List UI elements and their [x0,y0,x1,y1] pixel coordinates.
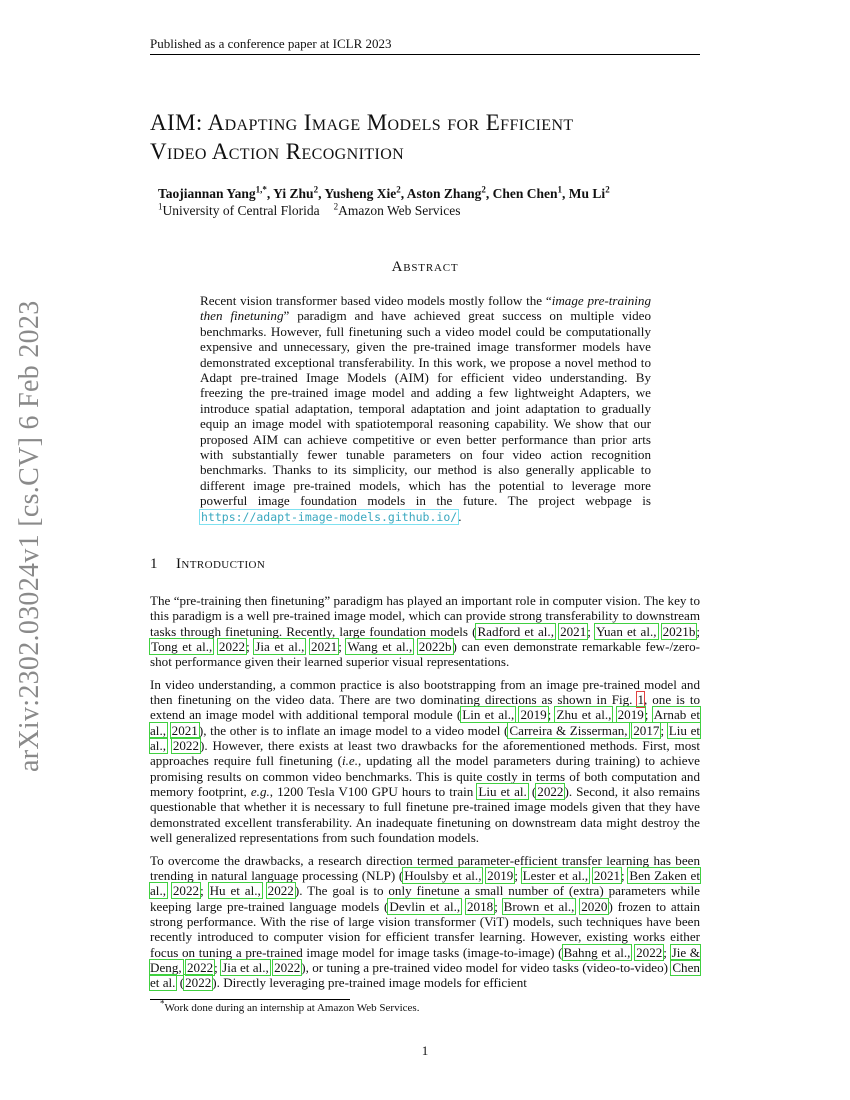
author-name: Mu Li [568,186,606,201]
citation-link[interactable]: Devlin et al., [389,898,461,914]
intro-body [150,593,700,998]
citation-link[interactable]: 2021 [171,722,198,738]
affiliation-name: Amazon Web Services [338,203,461,218]
abstract-text: ” paradigm and have achieved great success on multiple video benchmarks. However, full finetuning such a video model could be computationally expensive and unnecessary, given the pre-trained image transformer models have demonstrated exceptional transferability. In this work, we propose a novel method to Adapt pre-trained Image Models (AIM) for efficient video understanding. By freezing the pre-trained image model and adding a few lightweight Adapters, we introduce spatial adaptation, temporal adaptation and joint adaptation to gradually equip an image model with spatiotemporal reasoning capability. We show that our proposed AIM can achieve competitive or even better performance than prior arts with substantially fewer tunable parameters on four video action recognition benchmarks. Thanks to its simplicity, our method is also generally applicable to different image pre-trained models, which has the potential to leverage more powerful image foundation models in the future. The project webpage is [200,308,651,509]
author-name: Aston Zhang [406,186,482,201]
paragraph: To overcome the drawbacks, a research direction termed parameter-efficient transfer learning has been trending in natural language processing (NLP) (Houlsby et al., 2019; Lester et al., 2021; Ben Zaken et al., 2022; Hu et al., 2022). The goal is to only finetune a small number of (extra) parameters while keeping large pre-trained language models (Devlin et al., 2018; Brown et al., 2020) frozen to attain strong performance. With the rise of large vision transformer (ViT) models, such techniques have been recently introduced to computer vision for efficient transfer learning. However, existing works either focus on tuning a pre-trained image model for image tasks (image-to-image) (Bahng et al., 2022; Jie & Deng, 2022; Jia et al., 2022), or tuning a pre-trained video model for video tasks (video-to-video) Chen et al. (2022). Directly leveraging pre-trained image models for efficient [150,852,700,991]
citation-link[interactable]: Liu et al. [478,784,527,800]
para-text: ) frozen to attain strong performance. With the rise of large vision transformer (ViT) models, such techniques have been recently introduced to computer vision for efficient transfer learning. However, existing works either focus on tuning a pre-trained image model for image tasks (image-to-image) ( [150,898,700,960]
author-name: Yusheng Xie [324,186,397,201]
citation-link[interactable]: 2018 [467,898,494,914]
abstract-emphasis: image pre-training then finetuning [200,293,651,324]
citation-link[interactable]: 2021 [311,639,338,655]
citation-link[interactable]: Brown et al., [503,898,575,914]
author-list: Taojiannan Yang$^{1,*}$, Yi Zhu$^2$, Yusheng Xie$^2$, Aston Zhang$^2$, Chen Chen$^1$, Mu Li$^2$ [158,184,610,201]
section-number: 1 [150,556,158,572]
para-text: ). Second, it also remains questionable that whether it is necessary to full finetune pre-trained image models given that they have demonstrated excellent transferability. An inadequate finetuning on downstream data might destroy the well generalized representations from such foundation models. [150,784,700,846]
author-affil-mark: 2 [481,184,486,195]
citation-link[interactable]: Liu et al., [150,722,701,754]
author-name: Yi Zhu [273,186,314,201]
para-text: ), or tuning a pre-trained video model for video tasks (video-to-video) [301,959,672,975]
para-text: , one is to extend an image model with additional temporal module ( [150,692,700,723]
section-heading [150,556,265,573]
citation-link[interactable]: 2017 [633,722,660,738]
citation-link[interactable]: 2022 [185,975,212,991]
citation-link[interactable]: 2019 [617,707,644,723]
citation-link[interactable]: Jia et al., [255,639,305,655]
citation-link[interactable]: Wang et al., [347,639,413,655]
project-url-link[interactable]: https://adapt-image-models.github.io/ [201,509,458,524]
citation-link[interactable]: Houlsby et al., [404,867,482,883]
affil-mark: 1 [158,201,163,212]
figure-ref-link[interactable]: 1 [637,692,644,708]
citation-link[interactable]: 2022 [274,959,301,975]
footnote [160,998,420,1014]
footnote-divider [150,999,350,1000]
abstract-text: . [458,508,462,524]
para-text: ), the other is to inflate an image model to a video model ( [198,722,509,738]
author-affil-mark: 2 [605,184,610,195]
affil-mark: 2 [333,201,339,212]
author-name: Taojiannan Yang [158,186,256,201]
citation-link[interactable]: 2021 [593,867,621,883]
paragraph: The “pre-training then finetuning” paradigm has played an important role in computer vision. The key to this paradigm is a well pre-trained image model, which can provide strong transferability to downstream tasks through finetuning. Recently, large foundation models (Radford et al., 2021; Yuan et al., 2021b; Tong et al., 2022; Jia et al., 2021; Wang et al., 2022b) can even demonstrate remarkable few-/zero-shot performance given their learned superior visual representations. [150,593,701,670]
author-affil-mark: 2 [313,184,319,195]
citation-link[interactable]: 2021b [662,623,696,639]
para-text: , 1200 Tesla V100 GPU hours to train [269,784,478,800]
title-line-2: Video Action Recognition [150,139,405,164]
para-text: To overcome the drawbacks, a research direction termed parameter-efficient transfer learning has been trending in natural language processing (NLP) ( [150,852,700,883]
citation-link[interactable]: 2019 [520,707,547,723]
author-affil-mark: 2 [396,184,401,195]
citation-link[interactable]: Arnab et al., [150,707,700,738]
author-name: Chen Chen [492,186,558,201]
title-line-1: AIM: Adapting Image Models for Efficient [150,110,574,135]
section-title: Introduction [176,556,266,572]
para-text: In video understanding, a common practice is also bootstrapping from an image pre-trained model and then finetuning on the video data. There are two dominating directions as shown in Fig. [150,676,700,708]
abstract-heading: Abstract [391,259,459,275]
para-text: The “pre-training then finetuning” paradigm has played an important role in computer vision. The key to this paradigm is a well pre-trained image model, which can provide strong transferability to downstream tasks through finetuning. Recently, large foundation models ( [150,593,700,639]
author-affil-mark: 1 [557,184,563,195]
citation-link[interactable]: 2019 [487,867,514,883]
citation-link[interactable]: Carreira & Zisserman, [509,722,628,738]
para-text: , updating all the model parameters during training) to achieve promising results on common video benchmarks. This is quite costly in terms of both computation and memory footprint, [150,753,700,800]
citation-link[interactable]: 2022 [218,639,246,655]
citation-link[interactable]: 2022 [172,883,200,899]
citation-link[interactable]: 2022 [172,738,200,754]
citation-link[interactable]: 2022 [186,959,214,975]
citation-link[interactable]: Yuan et al., [595,623,657,639]
citation-link[interactable]: Hu et al., [209,883,261,899]
citation-link[interactable]: 2020 [581,898,608,914]
footnote-mark: * [160,998,165,1009]
citation-link[interactable]: 2022 [636,944,663,960]
citation-link[interactable]: Lin et al., [462,707,515,723]
author-affil-mark[interactable]: 1,* [255,184,267,195]
citation-link[interactable]: Tong et al., [151,639,213,655]
para-text: ) can even demonstrate remarkable few-/zero-shot performance given their learned superior visual representations. [150,639,701,670]
citation-link[interactable]: 2022 [267,883,294,899]
citation-link[interactable]: Lester et al., [522,867,589,883]
citation-link[interactable]: 2022b [418,639,452,655]
page-number: 1 [421,1043,429,1058]
citation-link[interactable]: Zhu et al., [556,707,612,723]
paragraph: In video understanding, a common practice is also bootstrapping from an image pre-trained model and then finetuning on the video data. There are two dominating directions as shown in Fig. 1, one is to extend an image model with additional temporal module (Lin et al., 2019; Zhu et al., 2019; Arnab et al., 2021), the other is to inflate an image model to a video model (Carreira & Zisserman, 2017; Liu et al., 2022). However, there exists at least two drawbacks for the aforementioned methods. First, most approaches require full finetuning (i.e., updating all the model parameters during training) to achieve promising results on common video benchmarks. This is quite costly in terms of both computation and memory footprint, e.g., 1200 Tesla V100 GPU hours to train Liu et al. (2022). Second, it also remains questionable that whether it is necessary to full finetune pre-trained image models given that they have demonstrated excellent transferability. An inadequate finetuning on downstream data might destroy the well generalized representations from such foundation models. [150,676,701,846]
citation-link[interactable]: Jia et al., [222,959,269,975]
paper-title [150,108,710,166]
citation-link[interactable]: Radford et al., [477,623,554,639]
abstract-text: Recent vision transformer based video models mostly follow the “ [200,293,552,308]
citation-link[interactable]: Jie & Deng, [150,944,700,975]
arxiv-stamp[interactable]: arXiv:2302.03024v1 [cs.CV] 6 Feb 2023 [14,300,45,772]
para-emphasis: e.g. [250,784,270,800]
citation-link[interactable]: Ben Zaken et al., [150,867,700,899]
abstract-body [200,293,651,525]
citation-link[interactable]: 2022 [537,784,564,800]
para-text: ). The goal is to only finetune a small number of (extra) parameters while keeping large pre-trained language models ( [150,883,700,914]
citation-link[interactable]: 2021 [560,623,587,639]
para-text: ). However, there exists at least two drawbacks for the aforementioned methods. First, most approaches require full finetuning ( [150,738,700,769]
citation-link[interactable]: Bahng et al., [563,944,631,960]
affiliation-name: University of Central Florida [162,203,320,218]
para-emphasis: i.e. [341,753,358,769]
citation-link[interactable]: Chen et al. [150,959,700,991]
footnote-text: Work done during an internship at Amazon Web Services. [164,1002,420,1014]
running-header: Published as a conference paper at ICLR 2023 [150,36,700,55]
affiliations [158,203,461,219]
para-text: ). Directly leveraging pre-trained image models for efficient [212,975,527,991]
